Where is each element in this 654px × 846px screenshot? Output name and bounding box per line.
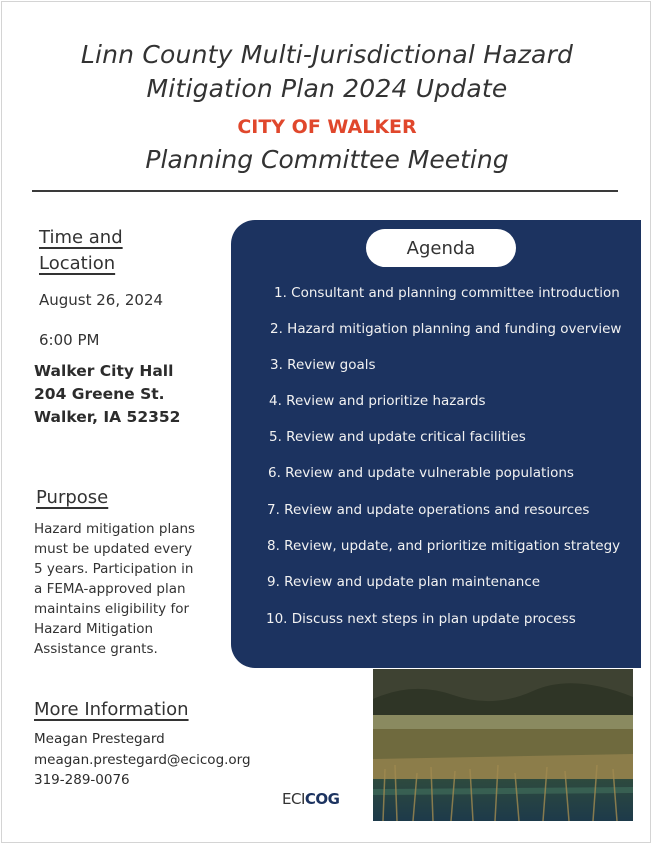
agenda-label: Agenda [366,229,516,267]
agenda-item: 10. Discuss next steps in plan update process [266,611,576,627]
header-divider [32,190,618,192]
purpose-line: Hazard mitigation plans [34,521,196,537]
agenda-item: 9. Review and update plan maintenance [267,574,541,590]
purpose-heading: Purpose [36,487,109,508]
purpose-line: Assistance grants. [34,641,158,657]
agenda-item: 4. Review and prioritize hazards [269,393,486,409]
contact-phone: 319-289-0076 [34,772,130,788]
logo-suffix: COG [304,790,340,808]
meeting-time: 6:00 PM [39,331,100,349]
agenda-item: 8. Review, update, and prioritize mitigation strategy [267,538,621,554]
agenda-item: 1. Consultant and planning committee introduction [274,285,620,301]
purpose-line: must be updated every [34,541,193,557]
meeting-title: Planning Committee Meeting [145,145,509,174]
address-line-3: Walker, IA 52352 [34,408,181,426]
logo-prefix: ECI [282,790,305,808]
purpose-line: Hazard Mitigation [34,621,154,637]
wetland-photo-graphic [373,669,633,821]
agenda-item: 2. Hazard mitigation planning and funding overview [270,321,622,337]
agenda-item: 6. Review and update vulnerable populations [268,465,574,481]
meeting-date: August 26, 2024 [39,291,164,309]
title-line-2: Mitigation Plan 2024 Update [146,74,508,103]
address-line-1: Walker City Hall [34,362,174,380]
more-info-heading: More Information [34,699,189,720]
wetland-photo [373,669,633,821]
contact-name: Meagan Prestegard [34,731,165,747]
address-line-2: 204 Greene St. [34,385,165,403]
ecicog-logo [282,790,339,808]
agenda-item: 5. Review and update critical facilities [269,429,526,445]
purpose-line: 5 years. Participation in [34,561,194,577]
agenda-item: 3. Review goals [270,357,376,373]
contact-email[interactable]: meagan.prestegard@ecicog.org [34,752,251,768]
title-line-1: Linn County Multi-Jurisdictional Hazard [80,40,574,69]
time-location-heading: Time and Location [39,227,123,274]
purpose-line: maintains eligibility for [34,601,190,617]
purpose-line: a FEMA-approved plan [34,581,186,597]
city-name: CITY OF WALKER [237,116,417,138]
agenda-item: 7. Review and update operations and resources [267,502,590,518]
